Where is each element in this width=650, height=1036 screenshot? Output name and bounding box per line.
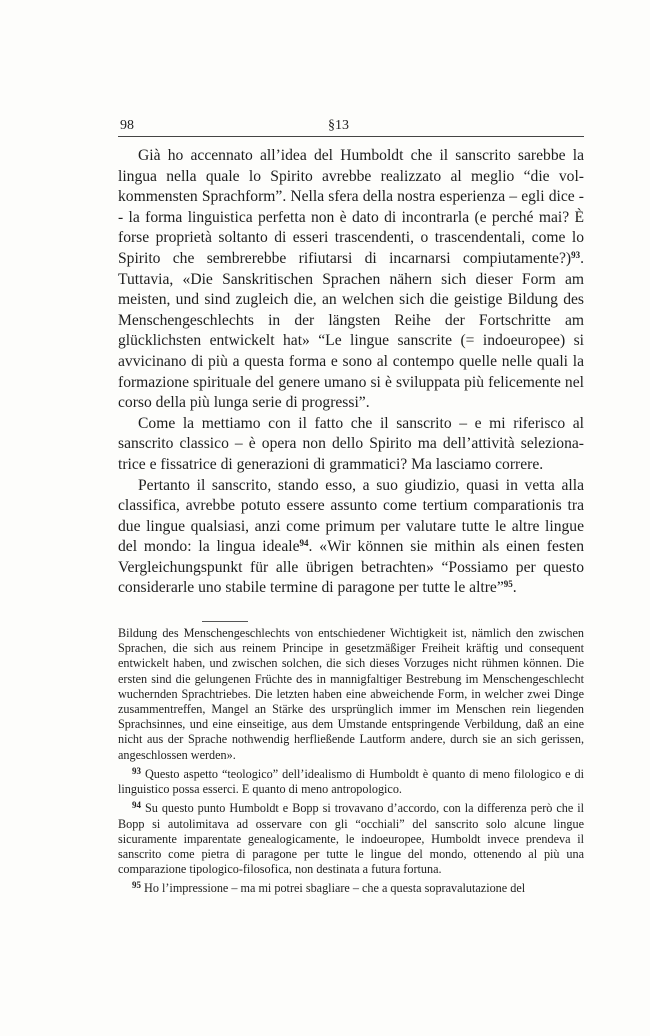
footnote-95: $^{95}$ Ho l’impressione – ma mi potrei sbagliare – che a questa sopravalutazione del	[132, 880, 526, 896]
paragraph-3: Pertanto il sanscrito, stando esso, a suo giudizio, quasi in vetta alla classifica, avrebbe potuto essere assunto come tertium comparationis tra due lingue qualsiasi, anzi come primum per valutare tutte le altre lingue del mondo: la lingua ideale$^{94}$. «Wir können sie mithin als einen festen Vergleichungspunkt für alle übrigen betrachten» “Possiamo per questo considerarle uno stabile termine di paragone per tutte le altre”$^{95}$.	[118, 476, 584, 597]
section-label: §13	[328, 118, 349, 133]
running-head	[118, 118, 584, 137]
footnote-93: $^{93}$ Questo aspetto “teologico” dell’idealismo di Humboldt è quanto di meno filologico e di linguistico possa esserci. E quanto di meno antropologico.	[118, 765, 585, 797]
footnote-divider	[202, 621, 248, 622]
footnote-ref-94[interactable]: 94	[299, 538, 309, 549]
footnote-94: $^{94}$ Su questo punto Humboldt e Bopp si trovavano d’accordo, con la differenza però che il Bopp si autolimitava ad osservare con gli “occhiali” del sanscrito solo alcune lingue sicuramente imparentate genealogicamente, le indoeuropee, Humboldt invece prendeva il sanscrito come pietra di paragone per tutte le lingue del mondo, ottenendo al più una comparazione tipologico-filosofica, non destinata a futura fortuna.	[118, 800, 584, 877]
footnote-ref-95[interactable]: 95	[503, 579, 513, 590]
paragraph-1: Già ho accennato all’idea del Humboldt che il sanscrito sarebbe la lingua nella quale lo Spirito avrebbe realizzato al meglio “die volkommensten Sprachform”. Nella sfera della nostra esperienza – egli dice -- la forma linguistica perfetta non è dato di incontrarla (e perché mai? È forse proprietà soltanto di esseri trascendenti, o trascendentali, come lo Spirito che sembrerebbe rifiutarsi di incarnarsi compiutamente?)$^{93}$. Tuttavia, «Die Sanskritischen Sprachen nähern sich dieser Form am meisten, und sind zugleich die, an welchen sich die geistige Bildung des Menschengeschlechts in der längsten Reihe der Fortschritte am glücklichsten entwickelt hat» “Le lingue sanscrite (= indoeuropee) si avvicinano di più a questa forma e sono al contempo quelle nelle quali la formazione spirituale del genere umano si è sviluppata più felicemente nel corso della più lunga serie di progressi”.	[118, 147, 584, 412]
paragraph-2: Come la mettiamo con il fatto che il sanscrito – e mi riferisco al sanscrito classico – è opera non dello Spirito ma dell’attività selezionatrice e fissatrice di generazioni di grammatici? Ma lasciamo correre.	[118, 414, 584, 473]
footnote-number: 95	[132, 880, 141, 891]
page-number: 98	[120, 118, 134, 133]
footnotes	[118, 626, 584, 896]
book-page	[118, 118, 584, 901]
footnote-ref-93[interactable]: 93	[571, 249, 581, 260]
body-text	[118, 146, 584, 599]
footnote-number: 93	[132, 765, 141, 776]
footnote-number: 94	[132, 800, 141, 811]
footnote-continuation: Bildung des Menschengeschlechts von entschiedener Wichtigkeit ist, nämlich den zwischen Sprachen, die sich aus reinem Principe in gesetzmäßiger Freiheit kräftig und consequent entwickelt haben, und zwischen solchen, die sich dieses Vorzuges nicht rühmen können. Die ersten sind die gelungenen Früchte des in mannigfaltiger Bestrebung im Menschengeschlecht wuchernden Sprachtriebes. Die letzten haben eine abweichende Form, in welcher zwei Dinge zusammentreffen, Mangel an Stärke des ursprünglich immer im Menschen rein liegenden Sprachsinnes, und eine einseitige, aus dem Umstande entspringende Verbildung, daß an eine nicht aus der Sprache nothwendig herfließende Lautform andere, durch sie an sich gerissen, angeschlossen werden».	[118, 626, 584, 762]
